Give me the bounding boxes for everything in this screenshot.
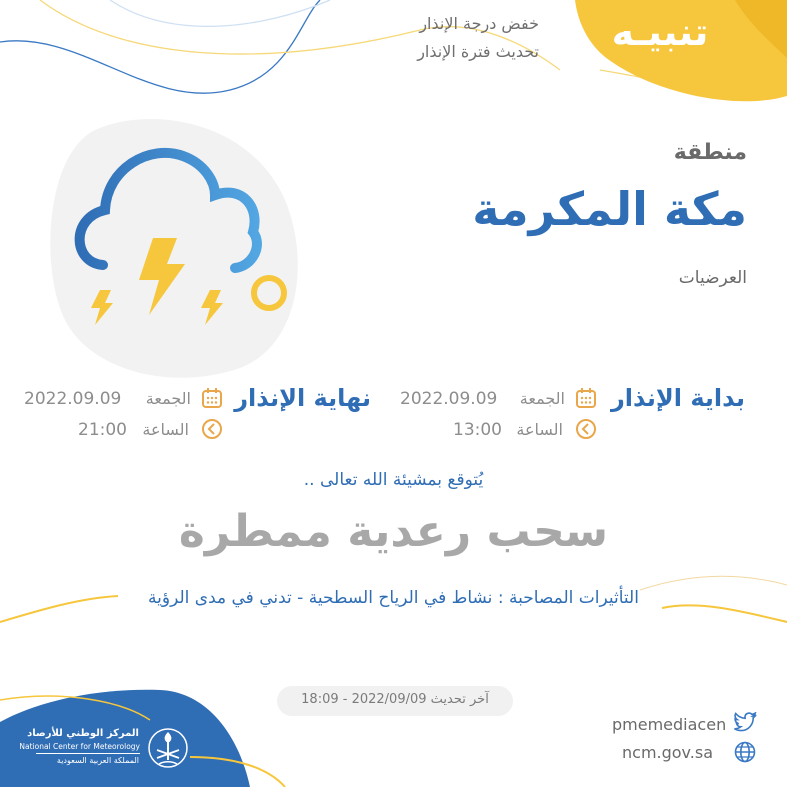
- forecast-effects: التأثيرات المصاحبة : نشاط في الرياح السطحية - تدني في مدى الرؤية: [148, 588, 639, 608]
- alert-start-time-label: الساعة: [516, 420, 563, 439]
- org-name-arabic: المركز الوطني للأرصاد: [27, 728, 139, 739]
- alert-end-date: 2022.09.09: [24, 389, 122, 409]
- clock-icon: [201, 418, 223, 440]
- alert-badge: تنبيـه: [611, 10, 709, 54]
- calendar-icon: [201, 387, 223, 409]
- forecast-headline: سحب رعدية ممطرة: [178, 506, 609, 557]
- sub-region-name: العرضيات: [678, 268, 747, 288]
- last-update-text: آخر تحديث 2022/09/09 - 18:09: [301, 692, 489, 707]
- alert-end-time: 21:00: [78, 420, 127, 440]
- alert-start-time: 13:00: [453, 420, 502, 440]
- twitter-handle[interactable]: pmemediacen: [612, 715, 727, 734]
- calendar-icon: [575, 387, 597, 409]
- globe-icon[interactable]: [734, 741, 756, 763]
- forecast-intro: يُتوقع بمشيئة الله تعالى ..: [303, 470, 484, 490]
- alert-start-title: بداية الإنذار: [610, 384, 745, 412]
- thunderstorm-cloud-icon: [55, 140, 305, 350]
- alert-end-day: الجمعة: [145, 389, 191, 408]
- org-divider: [36, 753, 140, 754]
- region-label: منطقة: [673, 140, 747, 165]
- region-name: مكة المكرمة: [472, 182, 747, 236]
- alert-start-date: 2022.09.09: [400, 389, 498, 409]
- clock-icon: [575, 418, 597, 440]
- org-name-english: National Center for Meteorology: [19, 742, 140, 751]
- ncm-logo-emblem: [147, 724, 189, 772]
- alert-end-time-label: الساعة: [142, 420, 189, 439]
- alert-start-day: الجمعة: [519, 389, 565, 408]
- alert-note-downgrade: خفض درجة الإنذار: [419, 14, 539, 33]
- alert-note-period-update: تحديث فترة الإنذار: [417, 42, 539, 61]
- website-link[interactable]: ncm.gov.sa: [622, 743, 714, 762]
- twitter-icon[interactable]: [734, 712, 758, 732]
- alert-end-title: نهاية الإنذار: [234, 384, 371, 412]
- org-country: المملكة العربية السعودية: [56, 756, 139, 765]
